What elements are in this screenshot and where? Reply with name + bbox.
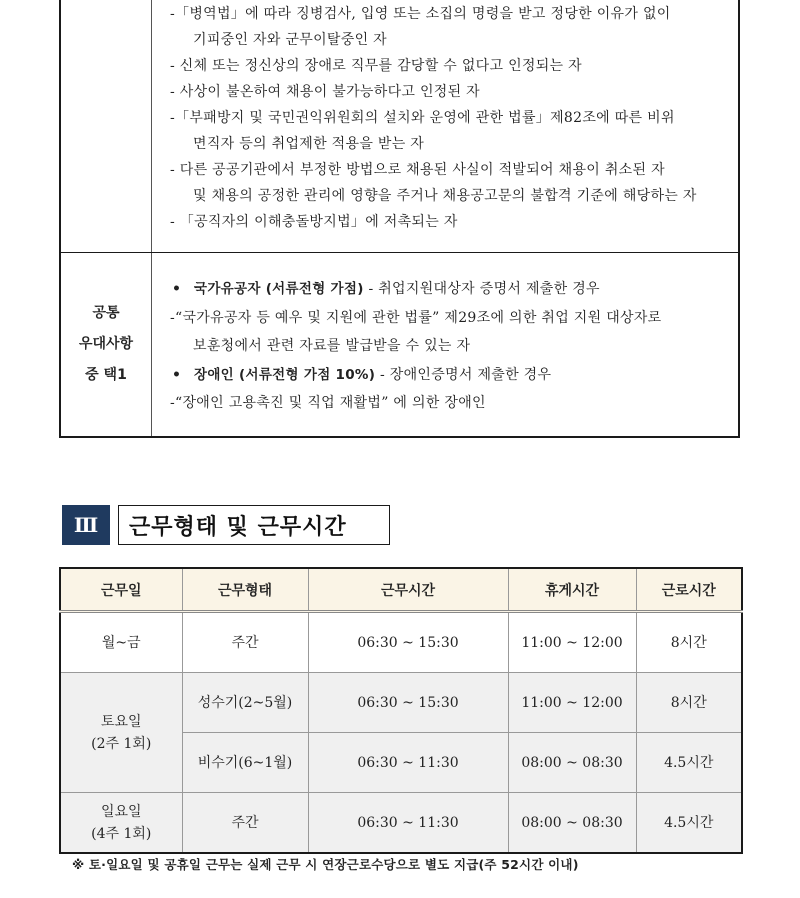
disqualification-content <box>152 0 738 252</box>
preference-item-title: 국가유공자 (서류전형 가점) <box>194 281 364 297</box>
preference-label-cell <box>61 253 152 436</box>
table-row <box>60 793 742 854</box>
header-labor-hours: 근로시간 <box>636 568 742 612</box>
header-break-time: 휴게시간 <box>508 568 636 612</box>
table-row <box>60 612 742 673</box>
bullet-icon: • <box>172 281 182 297</box>
cell-work-time: 06:30 ~ 15:30 <box>308 673 508 733</box>
disqualification-line: - 사상이 불온하여 채용이 불가능하다고 인정된 자 <box>170 84 481 100</box>
table-header-row <box>60 568 742 612</box>
cell-type: 성수기(2~5월) <box>182 673 308 733</box>
disqualification-line: -「병역법」에 따라 징병검사, 입영 또는 소집의 명령을 받고 정당한 이유가 없이 <box>170 6 671 22</box>
cell-day <box>60 793 182 854</box>
cell-break-time: 08:00 ~ 08:30 <box>508 733 636 793</box>
work-schedule-table <box>59 567 743 854</box>
cell-day: 월~금 <box>60 612 182 673</box>
preference-detail-line: -“국가유공자 등 예우 및 지원에 관한 법률” 제29조에 의한 취업 지원 대상자로 <box>170 309 662 326</box>
cell-day-sub: (2주 1회) <box>91 735 152 752</box>
header-workday: 근무일 <box>60 568 182 612</box>
preference-item-title: 장애인 (서류전형 가점 10%) <box>194 366 376 383</box>
disqualification-line: - 신체 또는 정신상의 장애로 직무를 감당할 수 없다고 인정되는 자 <box>170 58 582 74</box>
cell-type: 주간 <box>182 612 308 673</box>
disqualification-label-cell <box>61 0 152 252</box>
cell-break-time: 11:00 ~ 12:00 <box>508 673 636 733</box>
preference-item-desc: - 장애인증명서 제출한 경우 <box>375 366 552 383</box>
cell-type: 주간 <box>182 793 308 854</box>
section-title: 근무형태 및 근무시간 <box>118 505 390 545</box>
table-row <box>60 673 742 733</box>
preference-label-line: 우대사항 <box>78 336 134 352</box>
cell-day-main: 일요일 <box>100 803 142 820</box>
preference-item-veteran <box>170 275 738 304</box>
disqualification-line: - 「공직자의 이해충돌방지법」에 저촉되는 자 <box>170 214 458 230</box>
preference-content <box>152 253 738 436</box>
preference-row <box>61 253 738 436</box>
cell-hours: 4.5시간 <box>636 733 742 793</box>
header-work-time: 근무시간 <box>308 568 508 612</box>
disqualification-line: 면직자 등의 취업제한 적용을 받는 자 <box>193 136 425 152</box>
preference-item-desc: - 취업지원대상자 증명서 제출한 경우 <box>363 281 600 297</box>
disqualification-line: -「부패방지 및 국민권익위원회의 설치와 운영에 관한 법률」제82조에 따른 비위 <box>170 110 675 126</box>
cell-hours: 8시간 <box>636 673 742 733</box>
cell-work-time: 06:30 ~ 15:30 <box>308 612 508 673</box>
cell-work-time: 06:30 ~ 11:30 <box>308 793 508 854</box>
cell-day <box>60 673 182 793</box>
eligibility-table <box>59 0 740 438</box>
preference-detail-line: -“장애인 고용촉진 및 직업 재활법” 에 의한 장애인 <box>170 395 486 411</box>
cell-day-main: 토요일 <box>100 713 142 730</box>
disqualification-line: - 다른 공공기관에서 부정한 방법으로 채용된 사실이 적발되어 채용이 취소된 자 <box>170 162 665 178</box>
preference-detail-line: 보훈청에서 관련 자료를 발급받을 수 있는 자 <box>193 338 471 354</box>
cell-type: 비수기(6~1월) <box>182 733 308 793</box>
disqualification-line: 기피중인 자와 군무이탈중인 자 <box>193 32 387 48</box>
schedule-footnote: ※ 토·일요일 및 공휴일 근무는 실제 근무 시 연장근로수당으로 별도 지급(주 52시간 이내) <box>72 857 579 872</box>
header-work-type: 근무형태 <box>182 568 308 612</box>
cell-break-time: 08:00 ~ 08:30 <box>508 793 636 854</box>
preference-item-disabled <box>170 361 738 390</box>
cell-hours: 4.5시간 <box>636 793 742 854</box>
cell-break-time: 11:00 ~ 12:00 <box>508 612 636 673</box>
bullet-icon: • <box>172 366 182 383</box>
preference-label-line: 중 택1 <box>85 367 127 383</box>
disqualification-line: 및 채용의 공정한 관리에 영향을 주거나 채용공고문의 불합격 기준에 해당하는 자 <box>193 188 697 204</box>
cell-day-sub: (4주 1회) <box>91 825 152 842</box>
section-number-badge: Ⅲ <box>62 505 110 545</box>
preference-label-line: 공통 <box>92 305 120 321</box>
disqualification-row <box>61 0 738 253</box>
cell-work-time: 06:30 ~ 11:30 <box>308 733 508 793</box>
cell-hours: 8시간 <box>636 612 742 673</box>
